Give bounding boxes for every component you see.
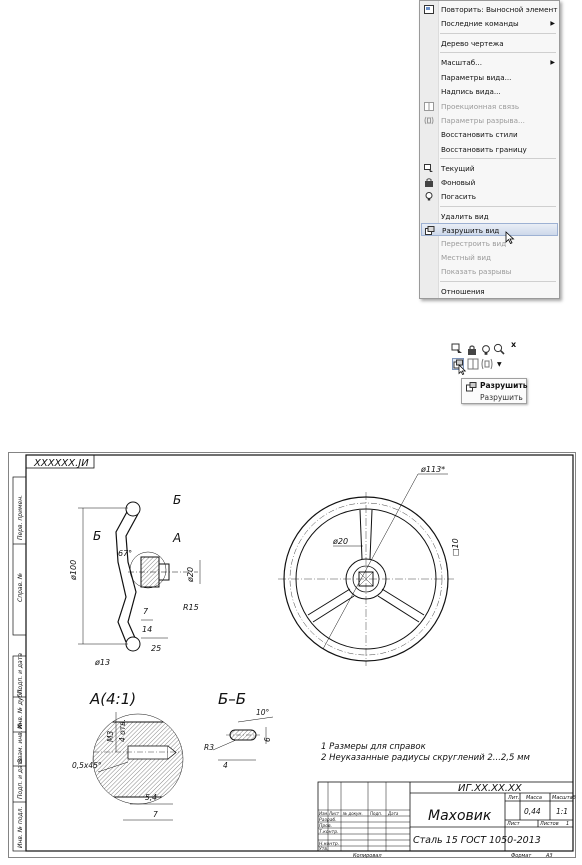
tooltip-title: Разрушить bbox=[480, 381, 528, 390]
menu-separator bbox=[440, 206, 556, 207]
dim-25: 25 bbox=[151, 644, 162, 653]
section-title: Б–Б bbox=[218, 690, 247, 708]
dim-chamfer: 0,5х45° bbox=[72, 761, 102, 770]
list-label: Лист bbox=[329, 811, 340, 816]
dim-square-10: □10 bbox=[451, 538, 460, 556]
dim-d100: ø100 bbox=[69, 559, 78, 580]
dim-14: 14 bbox=[142, 625, 153, 634]
dim-r3: R3 bbox=[204, 743, 214, 752]
menu-item-label: Последние команды bbox=[441, 19, 519, 28]
menu-item-rebuild-view[interactable] bbox=[420, 237, 559, 250]
side-label: Подп. и дата bbox=[17, 758, 24, 799]
section-marker-b: Б bbox=[173, 493, 182, 507]
note-2: 2 Неуказанные радиусы скруглений 2...2,5 мм bbox=[321, 753, 530, 763]
menu-item-label: Местный вид bbox=[441, 253, 491, 262]
sheet-outer-border bbox=[9, 453, 576, 858]
dim-4: 4 bbox=[223, 761, 228, 770]
drawing-sheet bbox=[8, 452, 576, 858]
menu-item-label: Восстановить границу bbox=[441, 145, 527, 154]
izm-label: Изм. bbox=[319, 811, 329, 816]
utv-label: Утв. bbox=[319, 847, 329, 852]
menu-item-view-caption[interactable] bbox=[420, 85, 559, 98]
lightbulb-icon[interactable] bbox=[480, 344, 492, 356]
side-label: Справ. № bbox=[17, 572, 24, 602]
background-view-icon bbox=[424, 178, 434, 187]
menu-item-label: Разрушить вид bbox=[442, 226, 500, 235]
menu-item-label: Текущий bbox=[441, 164, 475, 173]
mouse-cursor-icon bbox=[458, 364, 467, 375]
menu-item-label: Дерево чертежа bbox=[441, 39, 504, 48]
dim-d113: ø113* bbox=[421, 465, 446, 474]
part-name: Маховик bbox=[428, 808, 492, 824]
podp-label: Подп. bbox=[370, 811, 383, 816]
view-a-title: А(4:1) bbox=[90, 690, 137, 708]
menu-item-label: Проекционная связь bbox=[441, 102, 520, 111]
side-label: Взам. инв. № bbox=[17, 722, 24, 763]
dim-m3: M3 bbox=[106, 730, 115, 742]
format-value: А3 bbox=[546, 853, 553, 858]
view-a-detail bbox=[93, 714, 188, 804]
menu-item-recent-commands[interactable] bbox=[420, 17, 559, 30]
menu-item-label: Показать разрывы bbox=[441, 267, 512, 276]
sheets-label: Листов bbox=[540, 821, 559, 827]
menu-item-current[interactable] bbox=[420, 162, 559, 175]
menu-item-label: Параметры вида... bbox=[441, 73, 512, 82]
menu-item-restore-styles[interactable] bbox=[420, 128, 559, 141]
current-view-icon[interactable] bbox=[451, 343, 463, 355]
menu-separator bbox=[440, 33, 556, 34]
dim-7: 7 bbox=[143, 607, 149, 616]
zoom-icon[interactable] bbox=[493, 343, 505, 355]
menu-item-relations[interactable] bbox=[420, 285, 559, 298]
menu-item-local-view[interactable] bbox=[420, 251, 559, 264]
view-toolbar bbox=[451, 340, 541, 373]
menu-item-scale[interactable] bbox=[420, 56, 559, 69]
submenu-arrow-icon: ▶ bbox=[550, 20, 555, 27]
tkontr-label: Т.контр. bbox=[319, 830, 339, 835]
side-label: Инв. № дубл. bbox=[17, 687, 24, 729]
sheets-value: 1 bbox=[566, 821, 570, 827]
submenu-arrow-icon: ▶ bbox=[550, 59, 555, 66]
ndokum-label: № докум. bbox=[343, 811, 363, 816]
side-label: Перв. примен. bbox=[17, 494, 24, 540]
dropdown-arrow-icon[interactable]: ▼ bbox=[497, 361, 502, 368]
scale-label: Масштаб bbox=[552, 795, 576, 801]
repeat-icon bbox=[424, 5, 434, 14]
note-1: 1 Размеры для справок bbox=[321, 742, 426, 752]
break-params-icon[interactable] bbox=[481, 358, 493, 370]
menu-separator bbox=[440, 281, 556, 282]
lightbulb-icon bbox=[424, 192, 434, 201]
material: Сталь 15 ГОСТ 1050-2013 bbox=[413, 835, 541, 846]
dim-d20: ø20 bbox=[333, 537, 349, 546]
menu-separator bbox=[440, 158, 556, 159]
context-menu bbox=[419, 0, 560, 299]
dim-r15: R15 bbox=[183, 603, 199, 612]
destroy-view-icon bbox=[425, 226, 435, 235]
side-label: Подп. и дата bbox=[17, 653, 24, 694]
menu-item-delete-view[interactable] bbox=[420, 210, 559, 223]
sheet-label: Лист bbox=[507, 821, 520, 827]
projection-link-icon bbox=[424, 102, 434, 111]
current-view-icon bbox=[424, 164, 434, 173]
dim-6: 6 bbox=[263, 737, 272, 742]
dim-d13: ø13 bbox=[95, 658, 111, 667]
projection-link-icon[interactable] bbox=[467, 358, 479, 370]
dim-5-4: 5,4 bbox=[145, 793, 157, 802]
section-marker-b: Б bbox=[93, 529, 102, 543]
wheel-front-view bbox=[278, 474, 454, 666]
menu-item-label: Восстановить стили bbox=[441, 130, 518, 139]
dim-holes: 4 отв. bbox=[118, 719, 127, 742]
copied-label: Копировал bbox=[353, 853, 382, 858]
lit-label: Лит. bbox=[508, 795, 520, 801]
menu-item-drawing-tree[interactable] bbox=[420, 37, 559, 50]
menu-item-label: Фоновый bbox=[441, 178, 476, 187]
menu-item-destroy-view[interactable] bbox=[421, 223, 558, 236]
menu-item-show-breaks[interactable] bbox=[420, 265, 559, 278]
doc-code: XXXXXX.JИ bbox=[34, 458, 89, 469]
tooltip bbox=[461, 378, 527, 404]
menu-item-label: Отношения bbox=[441, 287, 485, 296]
menu-item-break-params[interactable] bbox=[420, 114, 559, 127]
menu-item-label: Параметры разрыва... bbox=[441, 116, 525, 125]
menu-item-label: Удалить вид bbox=[441, 212, 489, 221]
scale-value: 1:1 bbox=[556, 807, 569, 816]
menu-item-background[interactable] bbox=[420, 176, 559, 189]
lock-icon[interactable] bbox=[466, 344, 478, 356]
menu-item-view-params[interactable] bbox=[420, 71, 559, 84]
mass-value: 0,44 bbox=[524, 807, 541, 816]
view-marker-a: А bbox=[173, 531, 182, 545]
menu-item-label: Надпись вида... bbox=[441, 87, 501, 96]
menu-item-label: Погасить bbox=[441, 192, 477, 201]
menu-item-projection-link[interactable] bbox=[420, 100, 559, 113]
menu-item-repeat[interactable] bbox=[420, 3, 559, 16]
break-params-icon bbox=[424, 116, 434, 125]
mass-label: Масса bbox=[526, 795, 542, 801]
dim-angle-67: 67° bbox=[118, 549, 133, 558]
menu-item-label: Масштаб... bbox=[441, 58, 483, 67]
dim-d20-side: ø20 bbox=[186, 566, 195, 582]
menu-item-label: Повторить: Выносной элемент bbox=[441, 5, 558, 14]
dim-10deg: 10° bbox=[256, 708, 270, 717]
menu-item-label: Перестроить вид bbox=[441, 239, 507, 248]
designation: ИГ.XX.XX.XX bbox=[458, 783, 522, 794]
razrab-label: Разраб. bbox=[319, 818, 337, 823]
format-label: Формат bbox=[511, 853, 532, 858]
menu-item-hide[interactable] bbox=[420, 190, 559, 203]
tooltip-text: Разрушить bbox=[480, 393, 523, 402]
close-icon[interactable]: x bbox=[511, 340, 517, 349]
destroy-view-icon bbox=[466, 382, 477, 392]
dim-7b: 7 bbox=[153, 810, 158, 819]
menu-item-restore-border[interactable] bbox=[420, 143, 559, 156]
side-label: Инв. № подл. bbox=[17, 806, 24, 848]
menu-separator bbox=[440, 52, 556, 53]
data-label: Дата bbox=[388, 811, 399, 816]
nkontr-label: Н.контр. bbox=[319, 842, 340, 847]
prov-label: Пров. bbox=[319, 824, 333, 829]
